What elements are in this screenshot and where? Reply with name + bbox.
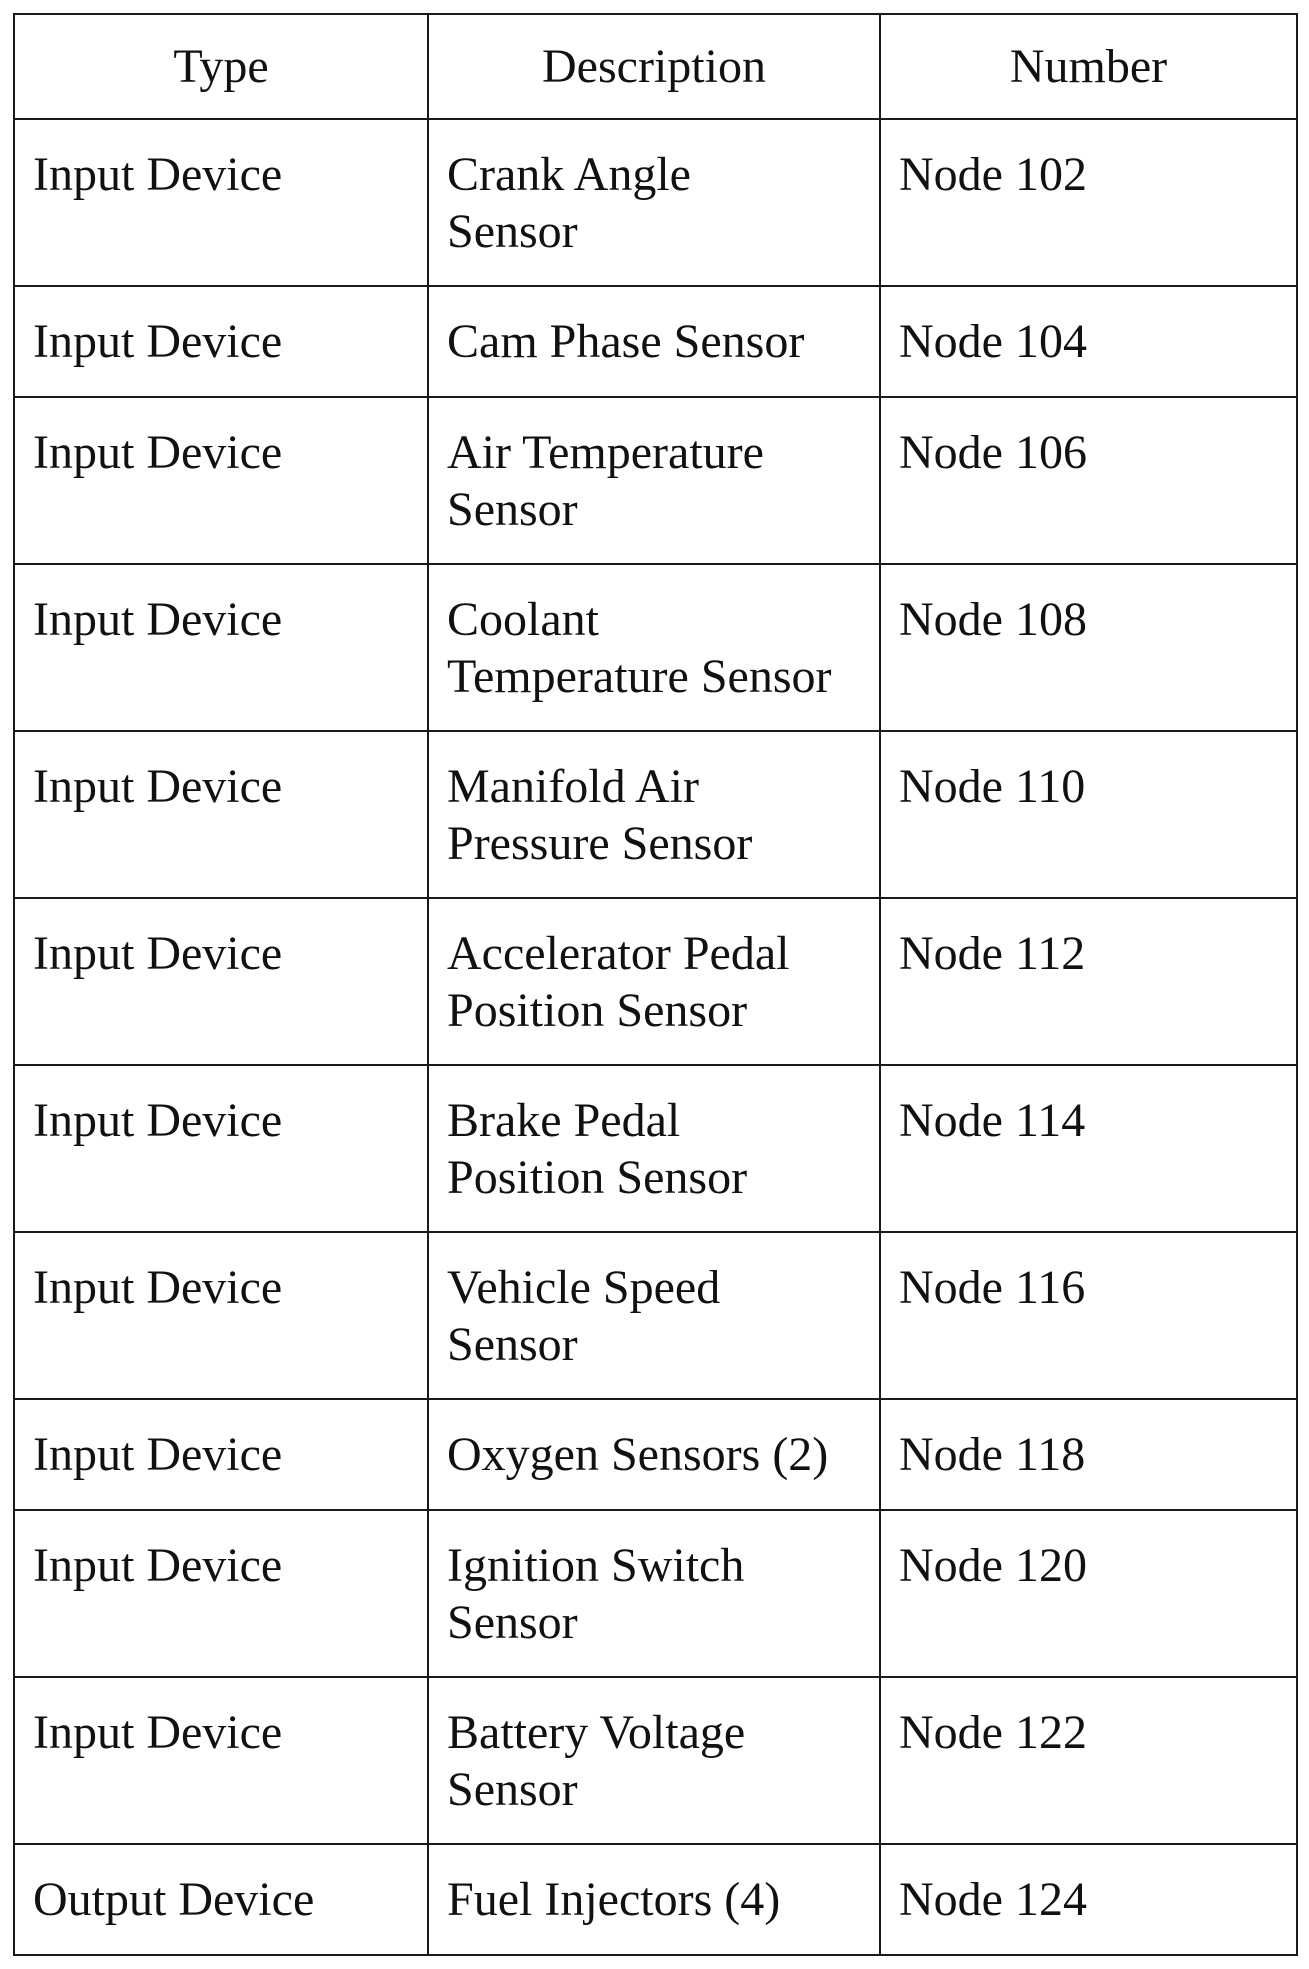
header-description: Description <box>428 14 880 119</box>
description-line: Ignition Switch <box>447 1539 745 1592</box>
description-line: Sensor <box>447 483 578 536</box>
header-type: Type <box>14 14 428 119</box>
table-row <box>14 1065 1297 1232</box>
table-row <box>14 898 1297 1065</box>
cell-number: Node 122 <box>880 1677 1297 1844</box>
cell-description <box>428 1677 880 1844</box>
description-line: Sensor <box>447 1596 578 1649</box>
description-line: Accelerator Pedal <box>447 927 790 980</box>
description-line: Cam Phase Sensor <box>447 315 805 368</box>
description-line: Crank Angle <box>447 148 691 201</box>
table-row <box>14 731 1297 898</box>
description-line: Pressure Sensor <box>447 817 753 870</box>
description-line: Vehicle Speed <box>447 1261 721 1314</box>
cell-number: Node 102 <box>880 119 1297 286</box>
cell-type: Input Device <box>14 898 428 1065</box>
cell-number: Node 120 <box>880 1510 1297 1677</box>
cell-type: Input Device <box>14 286 428 397</box>
cell-description <box>428 286 880 397</box>
cell-number: Node 106 <box>880 397 1297 564</box>
cell-type: Input Device <box>14 1677 428 1844</box>
cell-description <box>428 731 880 898</box>
cell-number: Node 116 <box>880 1232 1297 1399</box>
cell-type: Input Device <box>14 1510 428 1677</box>
description-line: Oxygen Sensors (2) <box>447 1428 829 1481</box>
cell-number: Node 124 <box>880 1844 1297 1955</box>
description-line: Brake Pedal <box>447 1094 681 1147</box>
description-line: Fuel Injectors (4) <box>447 1873 781 1926</box>
cell-type: Input Device <box>14 1065 428 1232</box>
cell-number: Node 110 <box>880 731 1297 898</box>
cell-type: Input Device <box>14 397 428 564</box>
cell-type: Output Device <box>14 1844 428 1955</box>
cell-description <box>428 1844 880 1955</box>
cell-description <box>428 119 880 286</box>
cell-number: Node 112 <box>880 898 1297 1065</box>
table-row <box>14 1677 1297 1844</box>
description-line: Temperature Sensor <box>447 650 832 703</box>
cell-type: Input Device <box>14 564 428 731</box>
description-line: Position Sensor <box>447 1151 748 1204</box>
description-line: Sensor <box>447 1318 578 1371</box>
cell-description <box>428 1399 880 1510</box>
description-line: Sensor <box>447 1763 578 1816</box>
table-row <box>14 397 1297 564</box>
table-body <box>14 119 1297 1955</box>
cell-description <box>428 1232 880 1399</box>
description-line: Manifold Air <box>447 760 699 813</box>
cell-number: Node 104 <box>880 286 1297 397</box>
device-table <box>13 13 1298 1956</box>
table-row <box>14 1399 1297 1510</box>
table-row <box>14 1844 1297 1955</box>
description-line: Battery Voltage <box>447 1706 746 1759</box>
cell-description <box>428 397 880 564</box>
table-row <box>14 564 1297 731</box>
table-row <box>14 1232 1297 1399</box>
cell-description <box>428 564 880 731</box>
table-header <box>14 14 1297 119</box>
cell-number: Node 118 <box>880 1399 1297 1510</box>
description-line: Air Temperature <box>447 426 764 479</box>
table-row <box>14 1510 1297 1677</box>
cell-type: Input Device <box>14 1232 428 1399</box>
device-table-container <box>13 13 1296 1956</box>
cell-number: Node 114 <box>880 1065 1297 1232</box>
cell-number: Node 108 <box>880 564 1297 731</box>
description-line: Coolant <box>447 593 599 646</box>
description-line: Sensor <box>447 205 578 258</box>
cell-description <box>428 1065 880 1232</box>
description-line: Position Sensor <box>447 984 748 1037</box>
cell-description <box>428 1510 880 1677</box>
table-row <box>14 286 1297 397</box>
cell-type: Input Device <box>14 119 428 286</box>
cell-type: Input Device <box>14 731 428 898</box>
header-number: Number <box>880 14 1297 119</box>
cell-description <box>428 898 880 1065</box>
cell-type: Input Device <box>14 1399 428 1510</box>
table-row <box>14 119 1297 286</box>
header-row <box>14 14 1297 119</box>
